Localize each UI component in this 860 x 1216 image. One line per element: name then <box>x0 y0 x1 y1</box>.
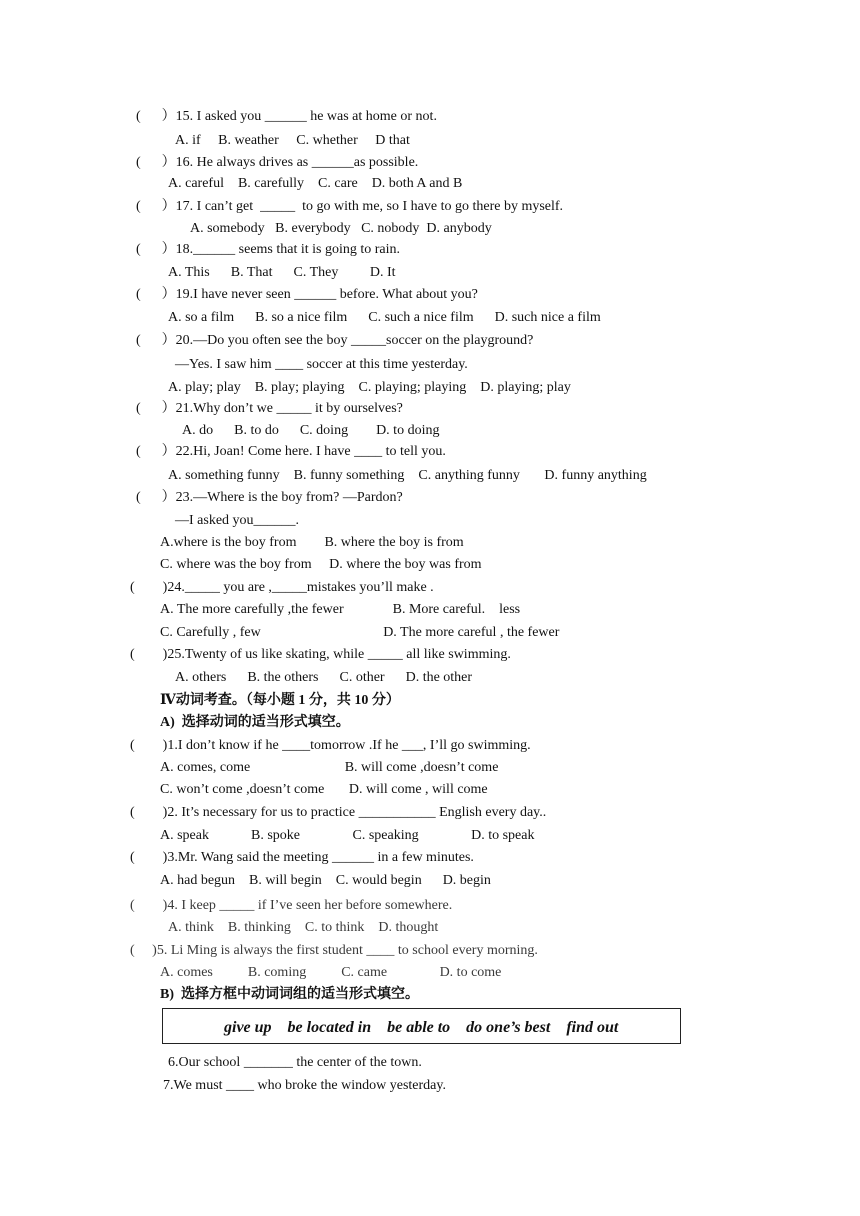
question-line: C. where was the boy from D. where the boy was from <box>160 557 482 572</box>
question-line: —Yes. I saw him ____ soccer at this time yesterday. <box>175 357 468 372</box>
part-b-instruction: B) 选择方框中动词词组的适当形式填空。 <box>160 987 419 1002</box>
question-line: —I asked you______. <box>175 513 300 528</box>
question-stem: ( )24._____ you are ,_____mistakes you’ll make . <box>130 580 434 595</box>
section-4-title: Ⅳ动词考查。（每小题 1 分，共 10 分） <box>160 693 400 708</box>
question-line: A. if B. weather C. whether D that <box>175 133 410 148</box>
question-line: A. careful B. carefully C. care D. both A and B <box>168 176 463 191</box>
question-line: A. had begun B. will begin C. would begin D. begin <box>160 873 491 888</box>
question-stem: ( ）22.Hi, Joan! Come here. I have ____ to tell you. <box>136 444 446 459</box>
question-line: A. somebody B. everybody C. nobody D. anybody <box>190 221 492 236</box>
question-line: A. do B. to do C. doing D. to doing <box>182 423 440 438</box>
question-stem: ( ）16. He always drives as ______as possible. <box>136 155 419 170</box>
question-stem: ( )1.I don’t know if he ____tomorrow .If he ___, I’ll go swimming. <box>130 738 531 753</box>
question-line: A. so a film B. so a nice film C. such a nice film D. such nice a film <box>168 310 601 325</box>
question-stem: ( )4. I keep _____ if I’ve seen her before somewhere. <box>130 898 453 913</box>
question-line: A.where is the boy from B. where the boy is from <box>160 535 464 550</box>
question-line: A. think B. thinking C. to think D. thought <box>168 920 439 935</box>
question-line: A. The more carefully ,the fewer B. More careful. less <box>160 602 521 617</box>
question-stem: ( )3.Mr. Wang said the meeting ______ in a few minutes. <box>130 850 474 865</box>
question-stem: ( )2. It’s necessary for us to practice ___________ English every day.. <box>130 805 547 820</box>
question-stem: ( )5. Li Ming is always the first student ____ to school every morning. <box>130 943 538 958</box>
question-line: C. Carefully , few D. The more careful , the fewer <box>160 625 560 640</box>
question-line: A. comes B. coming C. came D. to come <box>160 965 502 980</box>
question-stem: ( ）15. I asked you ______ he was at home or not. <box>136 109 437 124</box>
question-stem: ( )25.Twenty of us like skating, while _____ all like swimming. <box>130 647 511 662</box>
question-stem: ( ）21.Why don’t we _____ it by ourselves? <box>136 401 403 416</box>
question-stem: ( ）17. I can’t get _____ to go with me, so I have to go there by myself. <box>136 199 564 214</box>
question-line: A. comes, come B. will come ,doesn’t come <box>160 760 499 775</box>
fill-in-line: 7.We must ____ who broke the window yesterday. <box>163 1078 446 1093</box>
question-stem: ( ）20.—Do you often see the boy _____soccer on the playground? <box>136 333 534 348</box>
question-line: A. something funny B. funny something C. anything funny D. funny anything <box>168 468 647 483</box>
question-line: A. This B. That C. They D. It <box>168 265 396 280</box>
fill-in-line: 6.Our school _______ the center of the town. <box>168 1055 422 1070</box>
question-line: A. play; play B. play; playing C. playing; playing D. playing; play <box>168 380 571 395</box>
question-stem: ( ）23.—Where is the boy from? —Pardon? <box>136 490 403 505</box>
question-stem: ( ）19.I have never seen ______ before. What about you? <box>136 287 478 302</box>
question-line: C. won’t come ,doesn’t come D. will come , will come <box>160 782 488 797</box>
phrase-box-text: give up be located in be able to do one’s best find out <box>224 1019 619 1036</box>
part-a-instruction: A) 选择动词的适当形式填空。 <box>160 715 350 730</box>
question-stem: ( ）18.______ seems that it is going to rain. <box>136 242 401 257</box>
question-line: A. speak B. spoke C. speaking D. to speak <box>160 828 535 843</box>
question-line: A. others B. the others C. other D. the other <box>175 670 473 685</box>
